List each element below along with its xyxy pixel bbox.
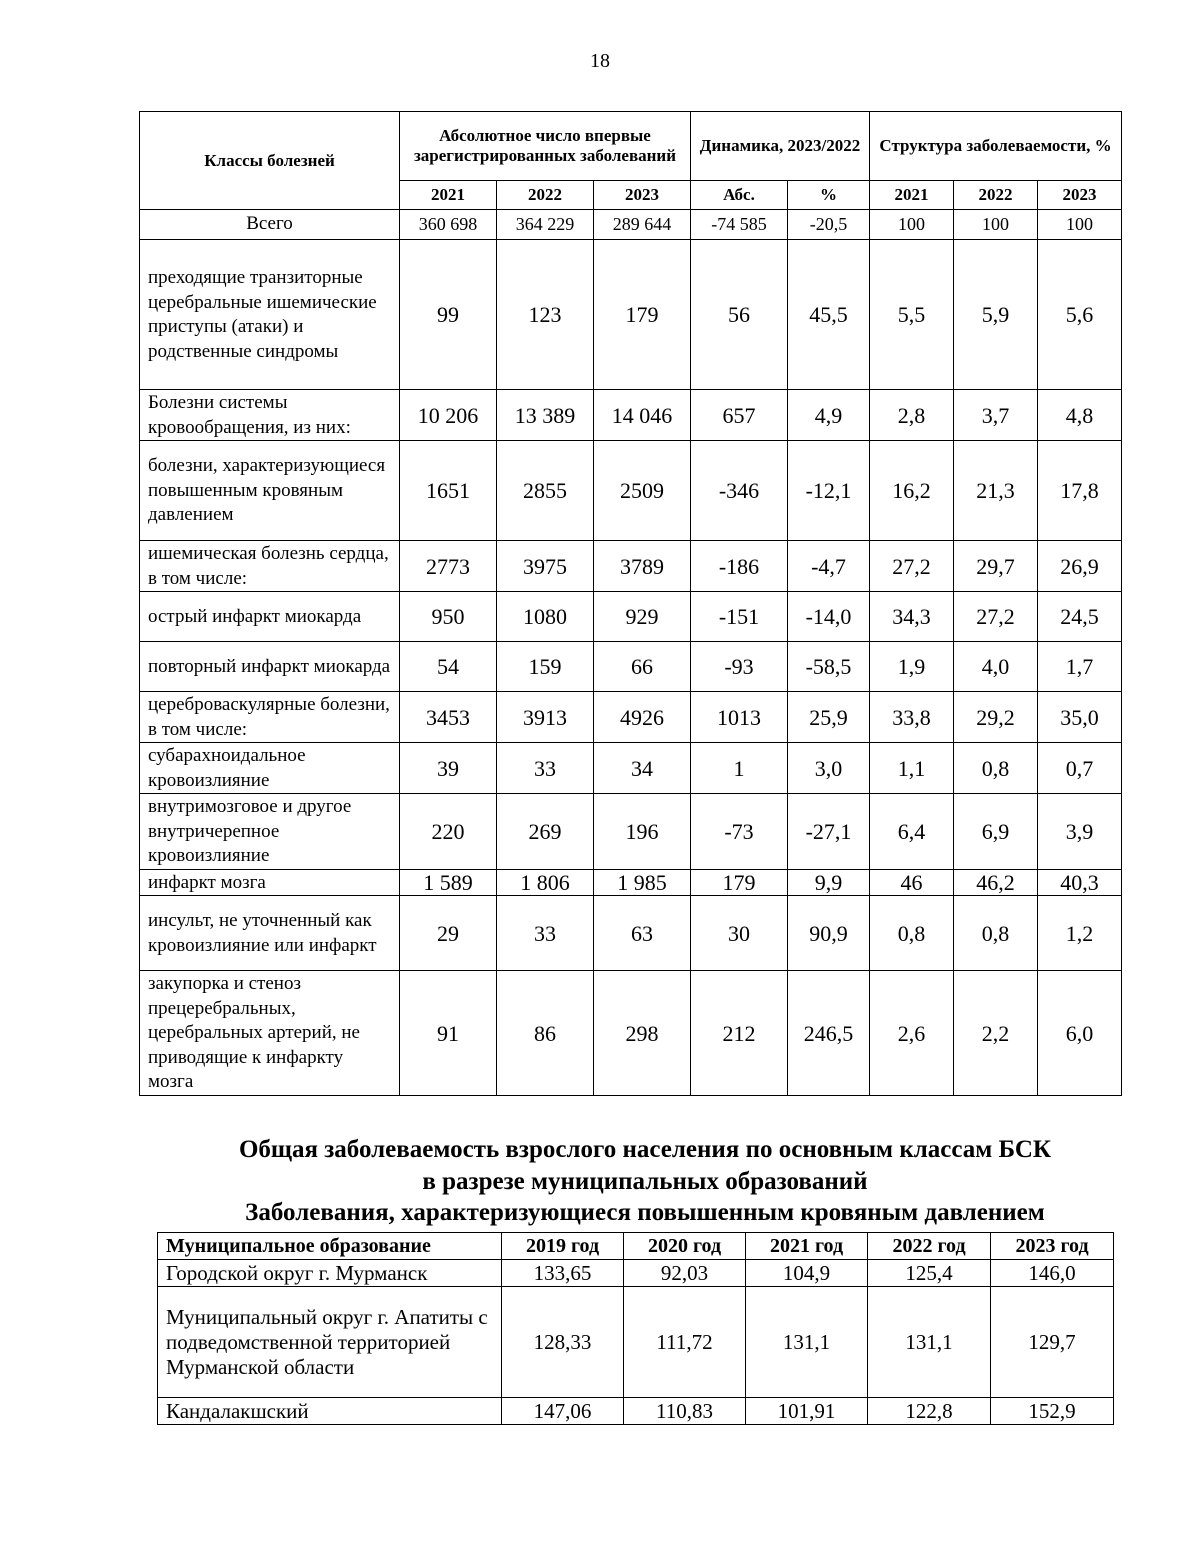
table-cell: 269 [497, 794, 594, 870]
municipality-name: Кандалакшский [158, 1398, 502, 1425]
table-cell: -20,5 [788, 210, 870, 240]
table-cell: 152,9 [991, 1398, 1114, 1425]
table-cell: 26,9 [1038, 541, 1122, 592]
table-cell: 66 [594, 642, 691, 692]
table-cell: 179 [691, 869, 788, 896]
table-cell: 86 [497, 971, 594, 1096]
table-cell: 91 [400, 971, 497, 1096]
table-cell: 929 [594, 592, 691, 642]
row-label: острый инфаркт миокарда [140, 592, 400, 642]
table-cell: 122,8 [868, 1398, 991, 1425]
table-cell: -12,1 [788, 441, 870, 541]
table-cell: 21,3 [954, 441, 1038, 541]
table-cell: 129,7 [991, 1287, 1114, 1398]
row-label: инфаркт мозга [140, 869, 400, 896]
table-row [140, 390, 1122, 441]
table-cell: -4,7 [788, 541, 870, 592]
table-cell: 1 806 [497, 869, 594, 896]
header-year: 2021 год [746, 1233, 868, 1260]
header-structure-group: Структура заболеваемости, % [870, 112, 1122, 181]
table-cell: 29,2 [954, 692, 1038, 743]
table-cell: 104,9 [746, 1260, 868, 1287]
table-cell: 0,8 [954, 896, 1038, 971]
table-row [140, 896, 1122, 971]
table-cell: 46,2 [954, 869, 1038, 896]
table-cell: 5,9 [954, 240, 1038, 390]
table-cell: 33 [497, 896, 594, 971]
table-cell: -14,0 [788, 592, 870, 642]
table-cell: 131,1 [746, 1287, 868, 1398]
table-cell: 9,9 [788, 869, 870, 896]
table-cell: -27,1 [788, 794, 870, 870]
section-title-line2: в разрезе муниципальных образований [422, 1168, 868, 1195]
header-classes: Классы болезней [140, 112, 400, 210]
row-label: преходящие транзиторные церебральные ишемические приступы (атаки) и родственные синдромы [140, 240, 400, 390]
table-row [140, 441, 1122, 541]
table-cell: 10 206 [400, 390, 497, 441]
table-cell: 29 [400, 896, 497, 971]
row-label: Всего [140, 210, 400, 240]
table-cell: 147,06 [502, 1398, 624, 1425]
table-cell: 17,8 [1038, 441, 1122, 541]
subheader-cell: 2022 [497, 181, 594, 210]
table-row [140, 240, 1122, 390]
table-cell: 4,8 [1038, 390, 1122, 441]
table-cell: 99 [400, 240, 497, 390]
table-cell: 4,9 [788, 390, 870, 441]
subheader-cell: Абс. [691, 181, 788, 210]
table-cell: 364 229 [497, 210, 594, 240]
table-cell: 6,9 [954, 794, 1038, 870]
table-cell: 146,0 [991, 1260, 1114, 1287]
table-cell: 196 [594, 794, 691, 870]
table-row [140, 541, 1122, 592]
table-cell: -346 [691, 441, 788, 541]
table-cell: 14 046 [594, 390, 691, 441]
table-row [140, 210, 1122, 240]
table-cell: 92,03 [624, 1260, 746, 1287]
table-cell: 212 [691, 971, 788, 1096]
subheader-cell: 2023 [1038, 181, 1122, 210]
subheader-cell: 2021 [400, 181, 497, 210]
header-year: 2022 год [868, 1233, 991, 1260]
subheader-cell: 2021 [870, 181, 954, 210]
table-cell: 30 [691, 896, 788, 971]
table-cell: 2,8 [870, 390, 954, 441]
table-cell: 46 [870, 869, 954, 896]
table-cell: -73 [691, 794, 788, 870]
table-cell: 100 [954, 210, 1038, 240]
table-cell: 33 [497, 743, 594, 794]
row-label: инсульт, не уточненный как кровоизлияние или инфаркт [140, 896, 400, 971]
table-row [140, 794, 1122, 870]
table-cell: 1 589 [400, 869, 497, 896]
table-cell: 3913 [497, 692, 594, 743]
morbidity-classes-table [139, 111, 1122, 1096]
row-label: болезни, характеризующиеся повышенным кровяным давлением [140, 441, 400, 541]
table-cell: 0,8 [870, 896, 954, 971]
table-cell: 1,2 [1038, 896, 1122, 971]
table-cell: 360 698 [400, 210, 497, 240]
table-cell: 3789 [594, 541, 691, 592]
table-cell: 5,5 [870, 240, 954, 390]
header-dynamics-group: Динамика, 2023/2022 [691, 112, 870, 181]
table-cell: -151 [691, 592, 788, 642]
table-row [140, 971, 1122, 1096]
subheader-cell: 2022 [954, 181, 1038, 210]
table-cell: 34,3 [870, 592, 954, 642]
table-cell: 101,91 [746, 1398, 868, 1425]
table-row [140, 692, 1122, 743]
table-cell: 1,9 [870, 642, 954, 692]
table-row [158, 1398, 1114, 1425]
row-label: Болезни системы кровообращения, из них: [140, 390, 400, 441]
row-label: ишемическая болезнь сердца, в том числе: [140, 541, 400, 592]
table-cell: -74 585 [691, 210, 788, 240]
table-cell: 6,0 [1038, 971, 1122, 1096]
table-cell: 25,9 [788, 692, 870, 743]
table-cell: 2509 [594, 441, 691, 541]
table-cell: 100 [870, 210, 954, 240]
table-cell: 40,3 [1038, 869, 1122, 896]
table-row [140, 869, 1122, 896]
table-cell: 159 [497, 642, 594, 692]
municipality-name: Муниципальный округ г. Апатиты с подведомственной территорией Мурманской области [158, 1287, 502, 1398]
table-cell: 2,6 [870, 971, 954, 1096]
header-absolute-group: Абсолютное число впервые зарегистрированных заболеваний [400, 112, 691, 181]
table-cell: 1651 [400, 441, 497, 541]
table-cell: 131,1 [868, 1287, 991, 1398]
table-cell: 128,33 [502, 1287, 624, 1398]
header-year: 2020 год [624, 1233, 746, 1260]
table-cell: 289 644 [594, 210, 691, 240]
table-cell: 1013 [691, 692, 788, 743]
municipal-table [157, 1232, 1114, 1425]
table-cell: 1 985 [594, 869, 691, 896]
table-cell: 5,6 [1038, 240, 1122, 390]
table-cell: 110,83 [624, 1398, 746, 1425]
table-cell: 1,1 [870, 743, 954, 794]
page-number: 18 [590, 50, 610, 72]
table-cell: 2,2 [954, 971, 1038, 1096]
section-title: Общая заболеваемость взрослого населения по основным классам БСК [238, 1136, 1052, 1163]
table-cell: 1080 [497, 592, 594, 642]
table-cell: 220 [400, 794, 497, 870]
table-cell: 63 [594, 896, 691, 971]
section-subtitle: Заболевания, характеризующиеся повышенным кровяным давлением [245, 1199, 1045, 1226]
table-cell: 24,5 [1038, 592, 1122, 642]
table-cell: 298 [594, 971, 691, 1096]
table-cell: 6,4 [870, 794, 954, 870]
table-cell: 123 [497, 240, 594, 390]
table-cell: 3,7 [954, 390, 1038, 441]
row-label: повторный инфаркт миокарда [140, 642, 400, 692]
table-row [140, 592, 1122, 642]
table-cell: 3975 [497, 541, 594, 592]
table-cell: 657 [691, 390, 788, 441]
table-cell: 4,0 [954, 642, 1038, 692]
table-cell: 27,2 [954, 592, 1038, 642]
table-cell: 0,7 [1038, 743, 1122, 794]
table-cell: 4926 [594, 692, 691, 743]
table-cell: 16,2 [870, 441, 954, 541]
row-label: субарахноидальное кровоизлияние [140, 743, 400, 794]
table-cell: 29,7 [954, 541, 1038, 592]
table-cell: 3,0 [788, 743, 870, 794]
row-label: цереброваскулярные болезни, в том числе: [140, 692, 400, 743]
table-cell: 3,9 [1038, 794, 1122, 870]
table-cell: 179 [594, 240, 691, 390]
table-cell: 34 [594, 743, 691, 794]
table-cell: 1,7 [1038, 642, 1122, 692]
table-row [158, 1287, 1114, 1398]
table-cell: 3453 [400, 692, 497, 743]
table-cell: 35,0 [1038, 692, 1122, 743]
table-cell: 54 [400, 642, 497, 692]
table-row [140, 743, 1122, 794]
table-cell: -93 [691, 642, 788, 692]
table-cell: 27,2 [870, 541, 954, 592]
table-cell: -58,5 [788, 642, 870, 692]
table-cell: 125,4 [868, 1260, 991, 1287]
header-year: 2023 год [991, 1233, 1114, 1260]
table-row [158, 1260, 1114, 1287]
row-label: внутримозговое и другое внутричерепное кровоизлияние [140, 794, 400, 870]
municipality-name: Городской округ г. Мурманск [158, 1260, 502, 1287]
table-cell: 90,9 [788, 896, 870, 971]
subheader-cell: 2023 [594, 181, 691, 210]
table-row [140, 642, 1122, 692]
row-label: закупорка и стеноз прецеребральных, церебральных артерий, не приводящие к инфаркту мозга [140, 971, 400, 1096]
header-municipality: Муниципальное образование [158, 1233, 502, 1260]
table-cell: 2855 [497, 441, 594, 541]
table-cell: -186 [691, 541, 788, 592]
table-cell: 0,8 [954, 743, 1038, 794]
table-cell: 2773 [400, 541, 497, 592]
table-cell: 45,5 [788, 240, 870, 390]
table-cell: 246,5 [788, 971, 870, 1096]
table-cell: 111,72 [624, 1287, 746, 1398]
table-cell: 56 [691, 240, 788, 390]
table-cell: 1 [691, 743, 788, 794]
table-cell: 100 [1038, 210, 1122, 240]
table-cell: 39 [400, 743, 497, 794]
table-cell: 133,65 [502, 1260, 624, 1287]
table-cell: 33,8 [870, 692, 954, 743]
table-cell: 13 389 [497, 390, 594, 441]
header-year: 2019 год [502, 1233, 624, 1260]
table-cell: 950 [400, 592, 497, 642]
subheader-cell: % [788, 181, 870, 210]
